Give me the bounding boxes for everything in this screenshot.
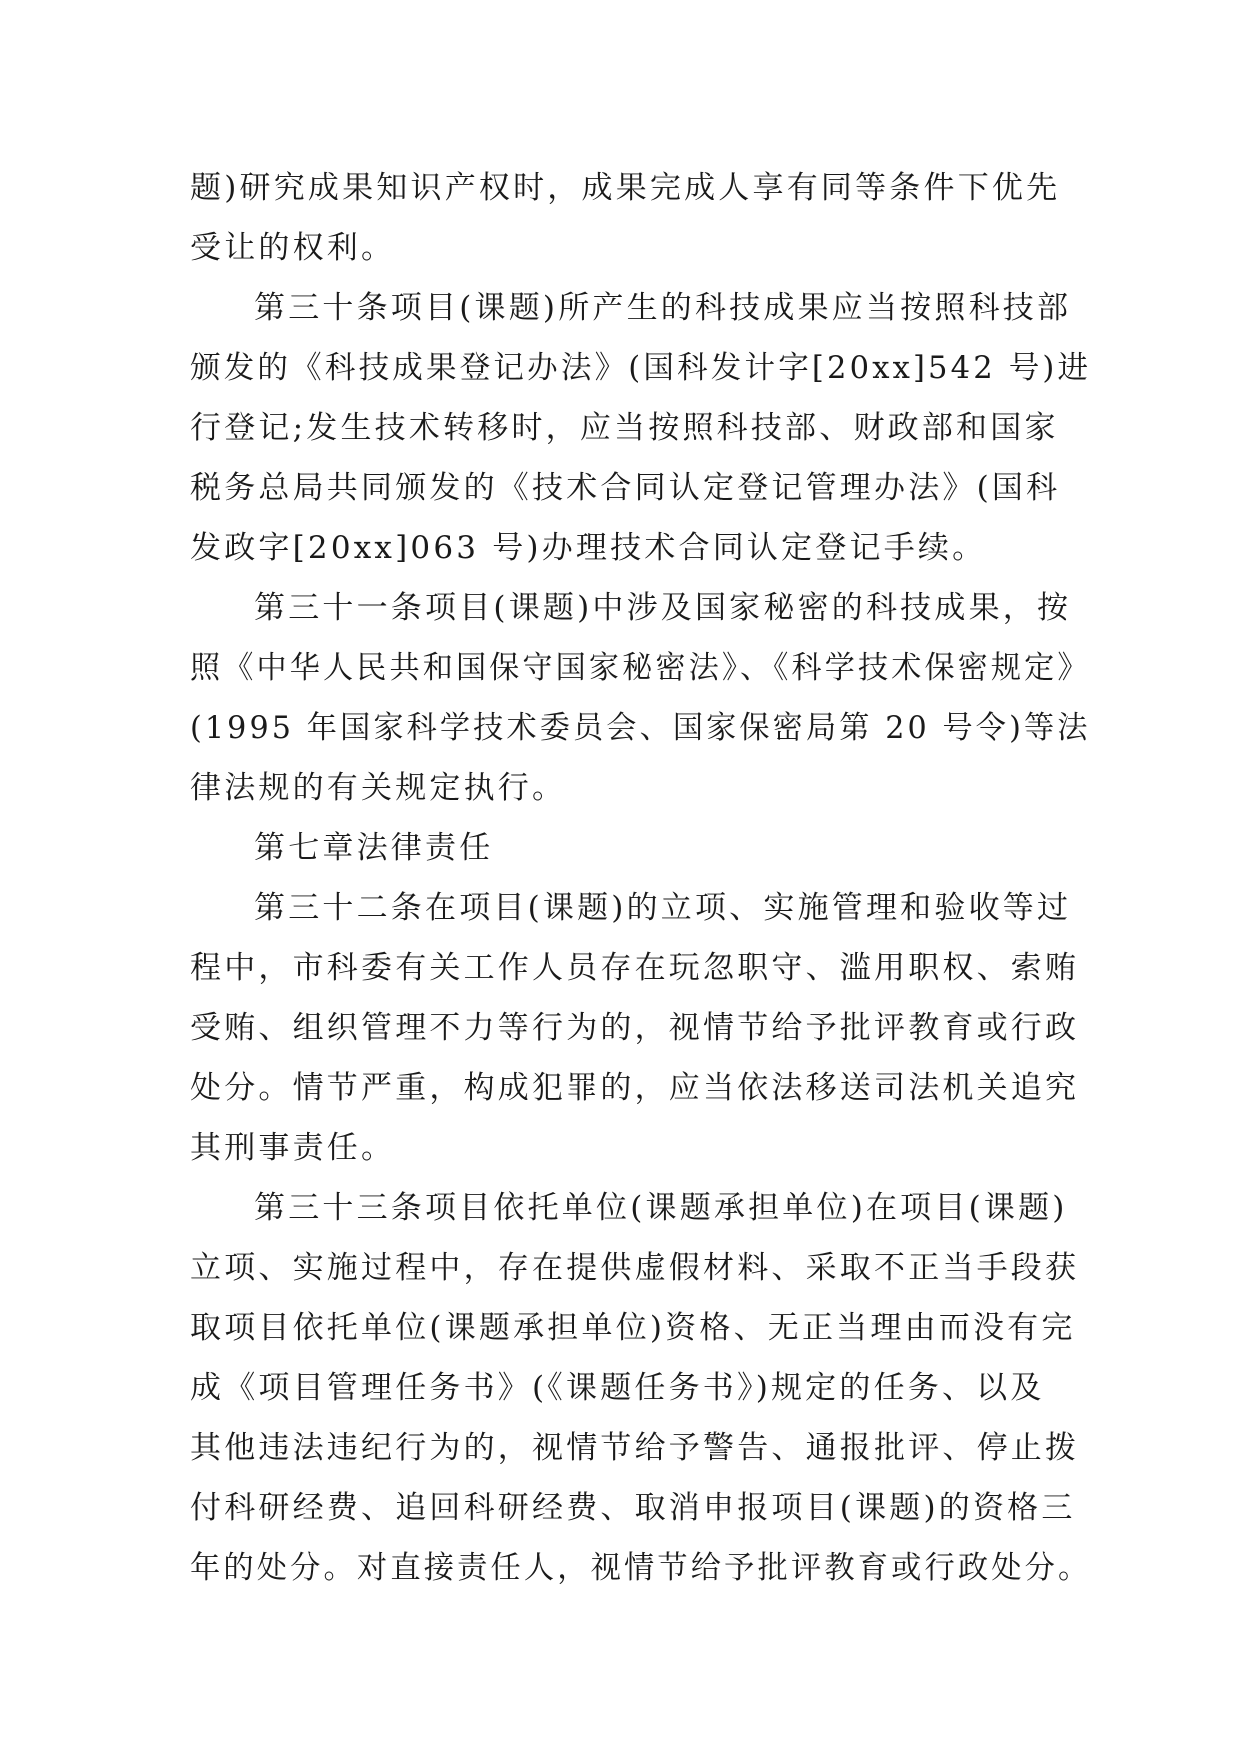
text-line: 颁发的《科技成果登记办法》(国科发计字[20xx]542 号)进 [190, 350, 1092, 386]
text-line: (1995 年国家科学技术委员会、国家保密局第 20 号令)等法 [190, 710, 1091, 746]
text-line: 第三十三条项目依托单位(课题承担单位)在项目(课题) [254, 1190, 1068, 1226]
text-line: 第三十一条项目(课题)中涉及国家秘密的科技成果，按 [254, 590, 1072, 626]
text-line: 律法规的有关规定执行。 [190, 770, 567, 806]
text-line: 程中，市科委有关工作人员存在玩忽职守、滥用职权、索贿 [190, 950, 1080, 986]
text-line: 年的处分。对直接责任人，视情节给予批评教育或行政处分。 [190, 1550, 1092, 1586]
text-line: 税务总局共同颁发的《技术合同认定登记管理办法》(国科 [190, 470, 1061, 506]
text-line: 受贿、组织管理不力等行为的，视情节给予批评教育或行政 [190, 1010, 1080, 1046]
text-line: 发政字[20xx]063 号)办理技术合同认定登记手续。 [190, 530, 987, 566]
text-line: 付科研经费、追回科研经费、取消申报项目(课题)的资格三 [190, 1490, 1076, 1526]
text-line: 立项、实施过程中，存在提供虚假材料、采取不正当手段获 [190, 1250, 1080, 1286]
chapter-heading: 第七章法律责任 [254, 830, 494, 866]
text-line: 照《中华人民共和国保守国家秘密法》、《科学技术保密规定》 [190, 650, 1091, 686]
text-line: 其他违法违纪行为的，视情节给予警告、通报批评、停止拨 [190, 1430, 1080, 1466]
text-line: 行登记;发生技术转移时，应当按照科技部、财政部和国家 [190, 410, 1059, 446]
text-line: 受让的权利。 [190, 230, 396, 266]
text-line: 取项目依托单位(课题承担单位)资格、无正当理由而没有完 [190, 1310, 1076, 1346]
text-line: 第三十二条在项目(课题)的立项、实施管理和验收等过 [254, 890, 1072, 926]
text-line: 第三十条项目(课题)所产生的科技成果应当按照科技部 [254, 290, 1072, 326]
text-line: 处分。情节严重，构成犯罪的，应当依法移送司法机关追究 [190, 1070, 1080, 1106]
text-line: 题)研究成果知识产权时，成果完成人享有同等条件下优先 [190, 170, 1061, 206]
text-line: 成《项目管理任务书》(《课题任务书》)规定的任务、以及 [190, 1370, 1045, 1406]
text-line: 其刑事责任。 [190, 1130, 396, 1166]
